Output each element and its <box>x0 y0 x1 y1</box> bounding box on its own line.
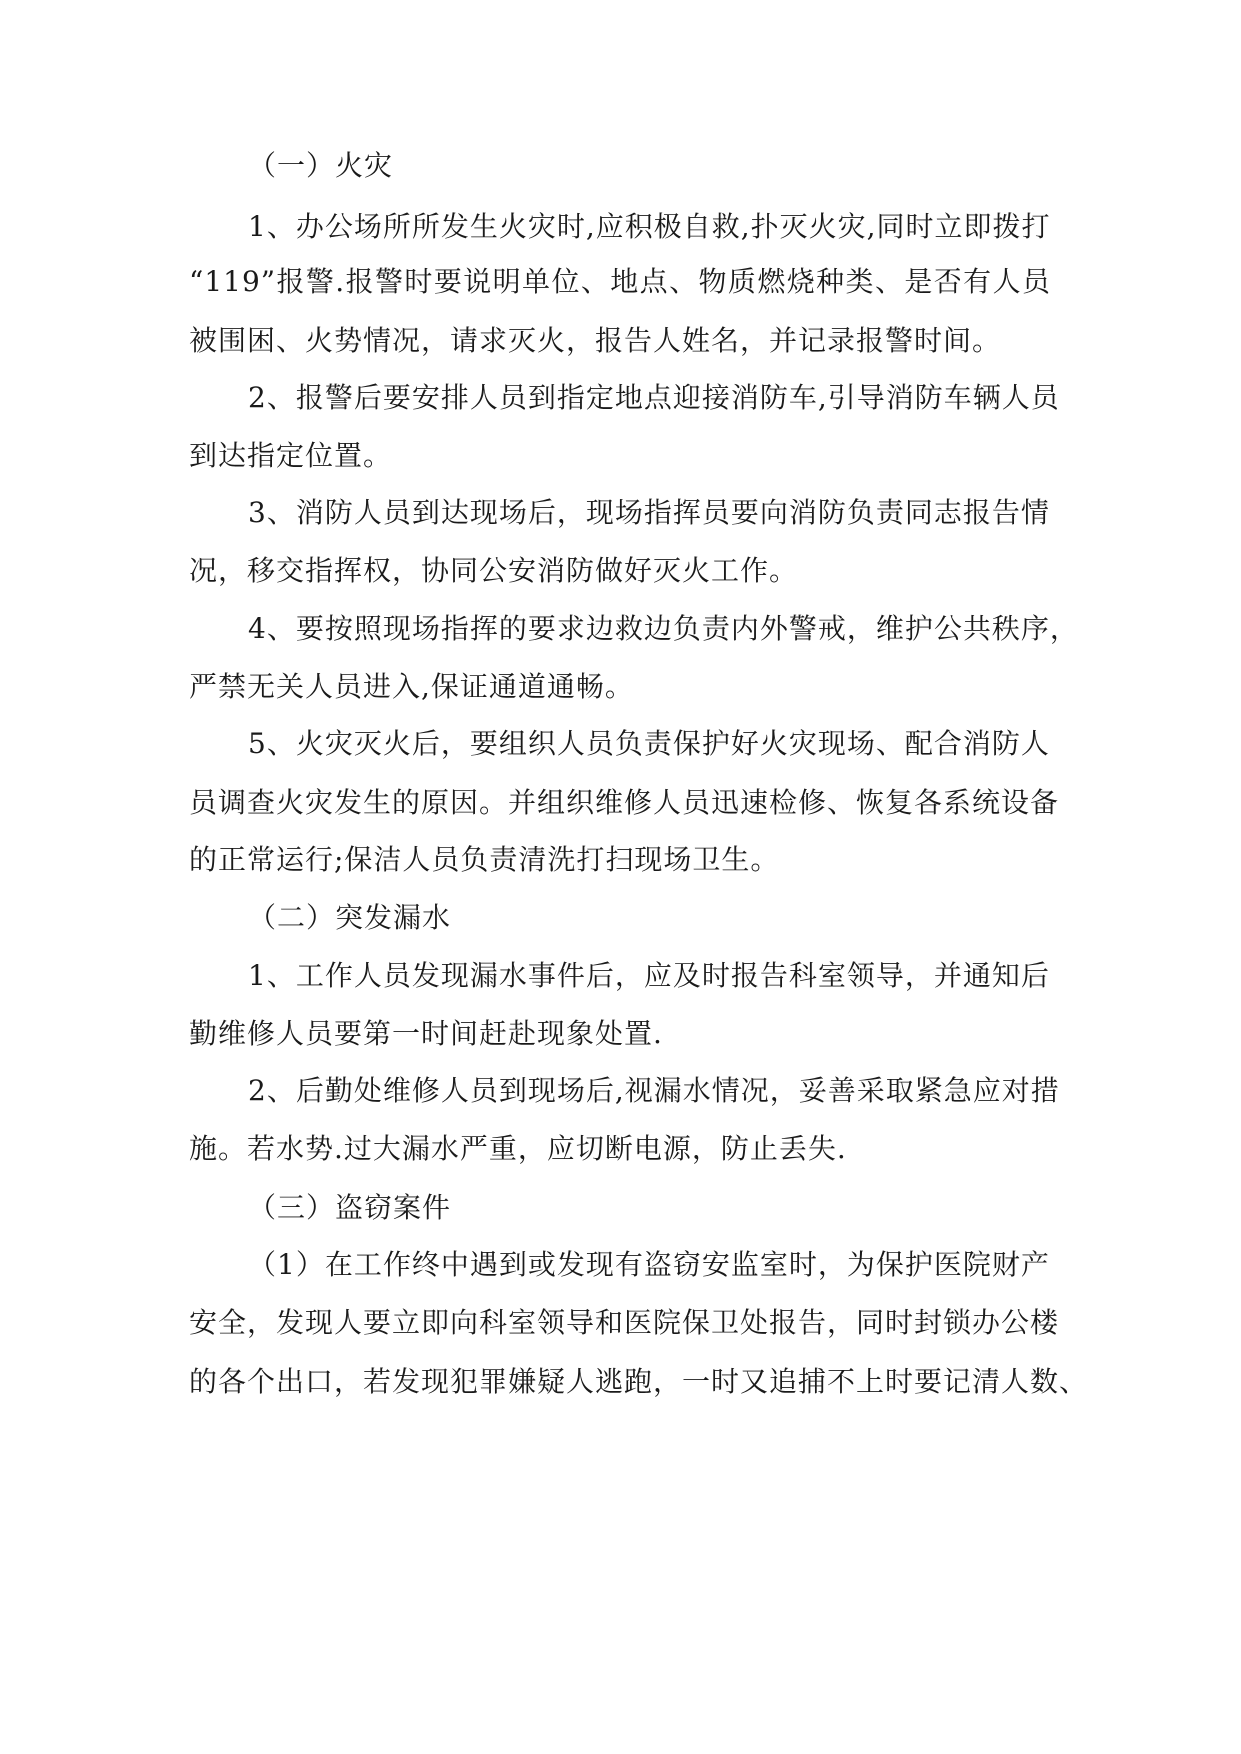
section-heading-fire: （一）火灾 <box>248 149 394 182</box>
paragraph-line: 勤维修人员要第一时间赶赴现象处置. <box>189 1017 663 1050</box>
paragraph-line: 4、要按照现场指挥的要求边救边负责内外警戒，维护公共秩序， <box>248 612 1079 645</box>
paragraph-line: “119”报警.报警时要说明单位、地点、物质燃烧种类、是否有人员 <box>189 265 1051 298</box>
paragraph-line: 2、报警后要安排人员到指定地点迎接消防车,引导消防车辆人员 <box>248 381 1060 414</box>
paragraph-line: 施。若水势.过大漏水严重，应切断电源，防止丢失. <box>189 1132 847 1165</box>
paragraph-line: 员调查火灾发生的原因。并组织维修人员迅速检修、恢复各系统设备 <box>189 786 1060 819</box>
paragraph-line: 安全，发现人要立即向科室领导和医院保卫处报告，同时封锁办公楼 <box>189 1306 1060 1339</box>
paragraph-line: 2、后勤处维修人员到现场后,视漏水情况，妥善采取紧急应对措 <box>248 1074 1060 1107</box>
paragraph-line: 的正常运行;保洁人员负责清洗打扫现场卫生。 <box>189 843 780 876</box>
paragraph-line: 1、工作人员发现漏水事件后，应及时报告科室领导，并通知后 <box>248 959 1050 992</box>
paragraph-line: 被围困、火势情况，请求灭火，报告人姓名，并记录报警时间。 <box>189 324 1002 357</box>
paragraph-line: 5、火灾灭火后，要组织人员负责保护好火灾现场、配合消防人 <box>248 727 1050 760</box>
paragraph-line: 到达指定位置。 <box>189 439 393 472</box>
paragraph-line: （1）在工作终中遇到或发现有盗窃安监室时，为保护医院财产 <box>248 1248 1050 1281</box>
paragraph-line: 3、消防人员到达现场后，现场指挥员要向消防负责同志报告情 <box>248 496 1050 529</box>
paragraph-line: 1、办公场所所发生火灾时,应积极自救,扑灭火灾,同时立即拨打 <box>248 210 1051 243</box>
paragraph-line: 严禁无关人员进入,保证通道通畅。 <box>189 670 634 703</box>
section-heading-theft: （三）盗窃案件 <box>248 1191 452 1224</box>
paragraph-line: 的各个出口，若发现犯罪嫌疑人逃跑，一时又追捕不上时要记清人数、 <box>189 1365 1089 1398</box>
section-heading-water-leak: （二）突发漏水 <box>248 901 452 934</box>
paragraph-line: 况，移交指挥权，协同公安消防做好灭火工作。 <box>189 554 799 587</box>
